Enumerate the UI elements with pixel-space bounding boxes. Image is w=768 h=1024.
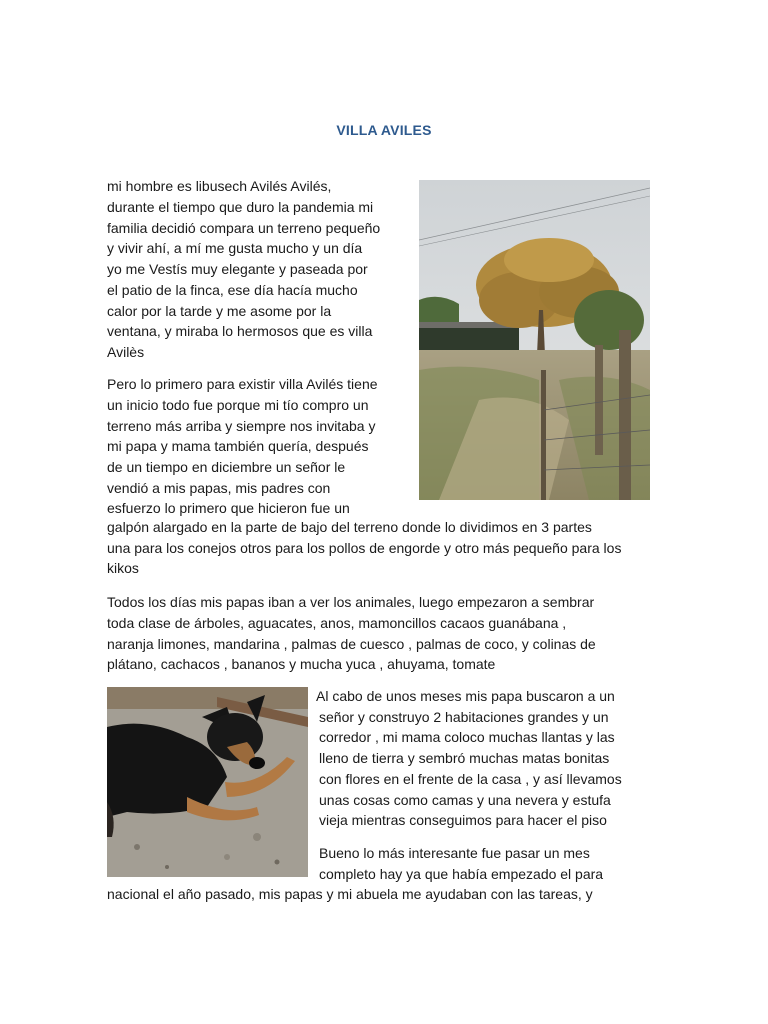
text-line: un inicio todo fue porque mi tío compro un	[107, 397, 369, 413]
text-line: mi papa y mama también quería, después	[107, 438, 369, 454]
document-title: VILLA AVILES	[336, 122, 432, 138]
text-line: corredor , mi mama coloco muchas llantas y las	[319, 729, 615, 745]
text-line: terreno más arriba y siempre nos invitaba y	[107, 418, 376, 434]
text-line: Todos los días mis papas iban a ver los animales, luego empezaron a sembrar	[107, 594, 595, 610]
dog-photo	[107, 687, 308, 877]
text-line: el patio de la finca, ese día hacía mucho	[107, 282, 358, 298]
text-line: esfuerzo lo primero que hicieron fue un	[107, 500, 350, 516]
text-line: Avilès	[107, 344, 145, 360]
text-line: lleno de tierra y sembró muchas matas bonitas	[319, 750, 610, 766]
text-line: mi hombre es libusech Avilés Avilés,	[107, 178, 332, 194]
text-line: Pero lo primero para existir villa Avilés tiene	[107, 376, 378, 392]
text-line: familia decidió compara un terreno pequeño	[107, 220, 381, 236]
text-line: calor por la tarde y me asome por la	[107, 303, 332, 319]
text-line: una para los conejos otros para los pollos de engorde y otro más pequeño para los	[107, 540, 622, 556]
text-line: durante el tiempo que duro la pandemia mi	[107, 199, 374, 215]
tree-field-photo	[419, 180, 650, 500]
text-line: vendió a mis papas, mis padres con	[107, 480, 331, 496]
text-line: señor y construyo 2 habitaciones grandes y un	[319, 709, 609, 725]
text-line: kikos	[107, 560, 139, 576]
text-line: naranja limones, mandarina , palmas de cuesco , palmas de coco, y colinas de	[107, 636, 596, 652]
text-line: de un tiempo en diciembre un señor le	[107, 459, 346, 475]
text-line: vieja mientras conseguimos para hacer el piso	[319, 812, 607, 828]
text-line: Al cabo de unos meses mis papa buscaron a un	[316, 688, 615, 704]
text-line: y vivir ahí, a mí me gusta mucho y un día	[107, 240, 363, 256]
text-line: plátano, cachacos , bananos y mucha yuca , ahuyama, tomate	[107, 656, 496, 672]
text-line: unas cosas como camas y una nevera y estufa	[319, 792, 611, 808]
text-line: Bueno lo más interesante fue pasar un mes	[319, 845, 590, 861]
text-line: galpón alargado en la parte de bajo del terreno donde lo dividimos en 3 partes	[107, 519, 592, 535]
text-line: nacional el año pasado, mis papas y mi abuela me ayudaban con las tareas, y	[107, 886, 593, 902]
text-line: toda clase de árboles, aguacates, anos, mamoncillos cacaos guanábana ,	[107, 615, 567, 631]
text-line: con flores en el frente de la casa , y así llevamos	[319, 771, 622, 787]
text-line: yo me Vestís muy elegante y paseada por	[107, 261, 368, 277]
text-line: ventana, y miraba lo hermosos que es villa	[107, 323, 373, 339]
text-line: completo hay ya que había empezado el para	[319, 866, 604, 882]
